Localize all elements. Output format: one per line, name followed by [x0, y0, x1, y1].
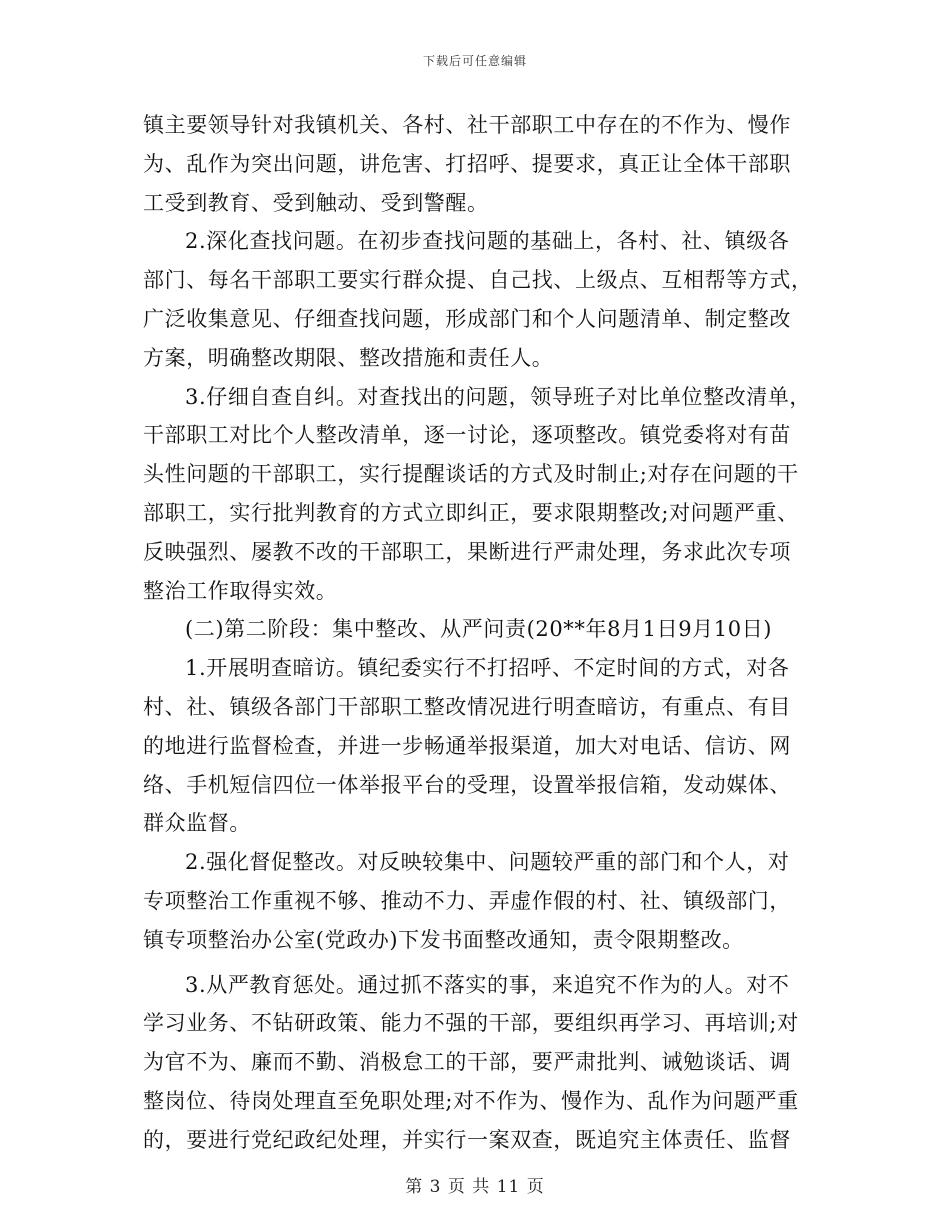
text-line: 2.强化督促整改。对反映较集中、问题较严重的部门和个人，对	[185, 850, 790, 875]
text-line: 部门、每名干部职工要实行群众提、自己找、上级点、互相帮等方式，	[143, 268, 813, 293]
text-line: 工受到教育、受到触动、受到警醒。	[143, 190, 489, 215]
text-line: 1.开展明查暗访。镇纪委实行不打招呼、不定时间的方式，对各	[185, 656, 790, 681]
document-body	[143, 106, 813, 1160]
text-line: 为官不为、廉而不勤、消极怠工的干部，要严肃批判、诫勉谈话、调	[143, 1050, 791, 1075]
text-line: 干部职工对比个人整改清单，逐一讨论，逐项整改。镇党委将对有苗	[143, 423, 791, 448]
text-line: 反映强烈、屡教不改的干部职工，果断进行严肃处理，务求此次专项	[143, 539, 791, 564]
text-line: 的地进行监督检查，并进一步畅通举报渠道，加大对电话、信访、网	[143, 733, 791, 758]
text-line: 头性问题的干部职工，实行提醒谈话的方式及时制止;对存在问题的干	[143, 462, 799, 487]
page-header: 下载后可任意编辑	[422, 54, 527, 68]
text-line: 部职工，实行批判教育的方式立即纠正，要求限期整改;对问题严重、	[143, 500, 799, 525]
page-number: 第 3 页 共 11 页	[405, 1177, 545, 1197]
text-line: 学习业务、不钻研政策、能力不强的干部，要组织再学习、再培训;对	[143, 1011, 799, 1036]
text-line: 镇专项整治办公室(党政办)下发书面整改通知，责令限期整改。	[143, 927, 744, 952]
text-line: 广泛收集意见、仔细查找问题，形成部门和个人问题清单、制定整改	[143, 306, 791, 331]
text-line: 3.从严教育惩处。通过抓不落实的事，来追究不作为的人。对不	[185, 972, 790, 997]
text-line: 络、手机短信四位一体举报平台的受理，设置举报信箱，发动媒体、	[143, 772, 791, 797]
text-line: 为、乱作为突出问题，讲危害、打招呼、提要求，真正让全体干部职	[143, 151, 791, 176]
text-line: 村、社、镇级各部门干部职工整改情况进行明查暗访，有重点、有目	[143, 694, 791, 719]
text-line: 群众监督。	[143, 811, 251, 836]
text-line: 整治工作取得实效。	[143, 578, 338, 603]
text-line: 3.仔细自查自纠。对查找出的问题，领导班子对比单位整改清单，	[185, 384, 812, 409]
text-line: 2.深化查找问题。在初步查找问题的基础上，各村、社、镇级各	[185, 229, 790, 254]
text-line: 方案，明确整改期限、整改措施和责任人。	[143, 345, 554, 370]
text-line: 整岗位、待岗处理直至免职处理;对不作为、慢作为、乱作为问题严重	[143, 1088, 799, 1113]
text-line: 的，要进行党纪政纪处理，并实行一案双查，既追究主体责任、监督	[143, 1127, 791, 1152]
text-line: 专项整治工作重视不够、推动不力、弄虚作假的村、社、镇级部门，	[143, 888, 791, 913]
section-heading: (二)第二阶段：集中整改、从严问责(20**年8月1日9月10日)	[185, 617, 773, 642]
text-line: 镇主要领导针对我镇机关、各村、社干部职工中存在的不作为、慢作	[143, 113, 791, 137]
